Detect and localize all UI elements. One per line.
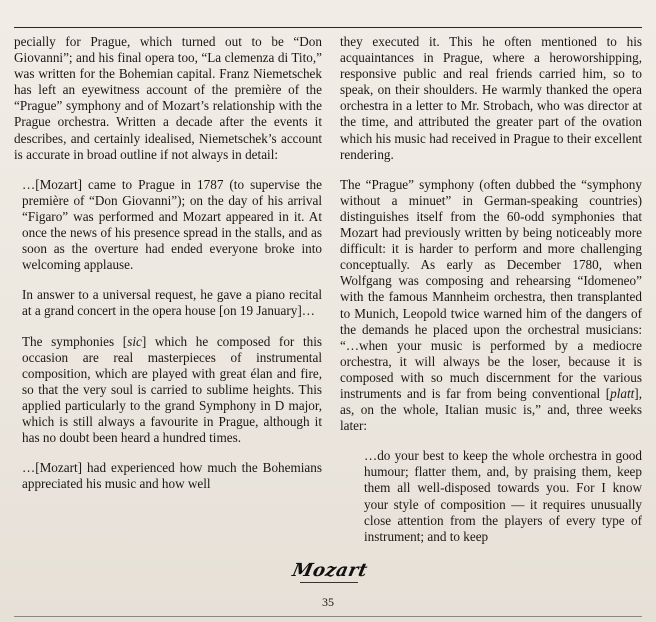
signature-underline bbox=[300, 582, 358, 583]
right-paragraph-continuation: they executed it. This he often mentioned to his acquaintances in Prague, where a heroworshipping, responsive public and real friends carried him, so to speak, on their shoulders. He warmly thanked the opera orchestra in a letter to Mr. Strobach, who was director at the time, and attributed the greater part of the ovation which his music had received in Prague to their excellent rendering. bbox=[340, 34, 642, 162]
left-quote-symphonies bbox=[14, 334, 322, 447]
left-column bbox=[14, 34, 322, 506]
page-number: 35 bbox=[322, 595, 334, 609]
paragraph-text-after: ], as, on the whole, Italian music is,” and, three weeks later: bbox=[340, 385, 642, 434]
quote-text-before: The symphonies [ bbox=[22, 333, 128, 349]
platt-italic: platt bbox=[610, 385, 635, 401]
right-paragraph-prague-symphony bbox=[340, 177, 642, 435]
top-rule bbox=[14, 27, 642, 28]
left-quote-bohemians: …[Mozart] had experienced how much the Bohemians appreciated his music and how well bbox=[22, 460, 322, 492]
paragraph-text-before: The “Prague” symphony (often dubbed the “symphony without a minuet” in German-speaking countries) distinguishes itself from the 60-odd symphonies that Mozart had previously written by being noticeably more difficult: it is harder to perform and more challenging conceptually. As early as December 1780, when Wolfgang was composing and rehearsing “Idomeneo” with the famous Mannheim orchestra, then transplanted to Munich, Leopold twice warned him of the dangers of the demands he placed upon the orchestral musicians: “…when your music is performed by a mediocre orchestra, it will always be the loser, because it is composed with so much discernment for the various instruments and is far from being conventional [ bbox=[340, 176, 642, 401]
left-quote-recital: In answer to a universal request, he gave a piano recital at a grand concert in the opera house [on 19 January]… bbox=[22, 287, 322, 319]
bottom-rule bbox=[14, 616, 642, 617]
quote-text-after: ] which he composed for this occasion are real masterpieces of instrumental composition, which are played with great élan and fire, so that the very soul is carried to sublime heights. This applied particularly to the grand Symphony in D major, which is still always a favourite in Prague, although it has no doubt been heard a hundred times. bbox=[22, 333, 323, 446]
right-column bbox=[340, 34, 642, 559]
mozart-signature: Mozart bbox=[290, 560, 370, 581]
right-quote-leopold: …do your best to keep the whole orchestra in good humour; flatter them, and, by praising them, keep them all well-disposed towards you. For I know your style of composition — it requires unusually close attention from the players of every type of instrument; and to keep bbox=[364, 448, 642, 544]
sic-italic: sic bbox=[127, 333, 142, 349]
left-quote-arrival: …[Mozart] came to Prague in 1787 (to supervise the première of “Don Giovanni”); on the day of his arrival “Figaro” was performed and Mozart appeared in it. At once the news of his presence spread in the stalls, and as soon as the overture had ended everyone broke into welcoming applause. bbox=[22, 176, 322, 273]
left-paragraph-intro: pecially for Prague, which turned out to be “Don Giovanni”; and his final opera too, “La clemenza di Tito,” was written for the Bohemian capital. Franz Niemetschek has left an eyewitness account of the première of the “Prague” symphony and of Mozart’s relationship with the Prague orchestra. Written a decade after the events it describes, and certainly idealised, Niemetschek’s account is accurate in broad outline if not always in detail: bbox=[14, 34, 322, 162]
